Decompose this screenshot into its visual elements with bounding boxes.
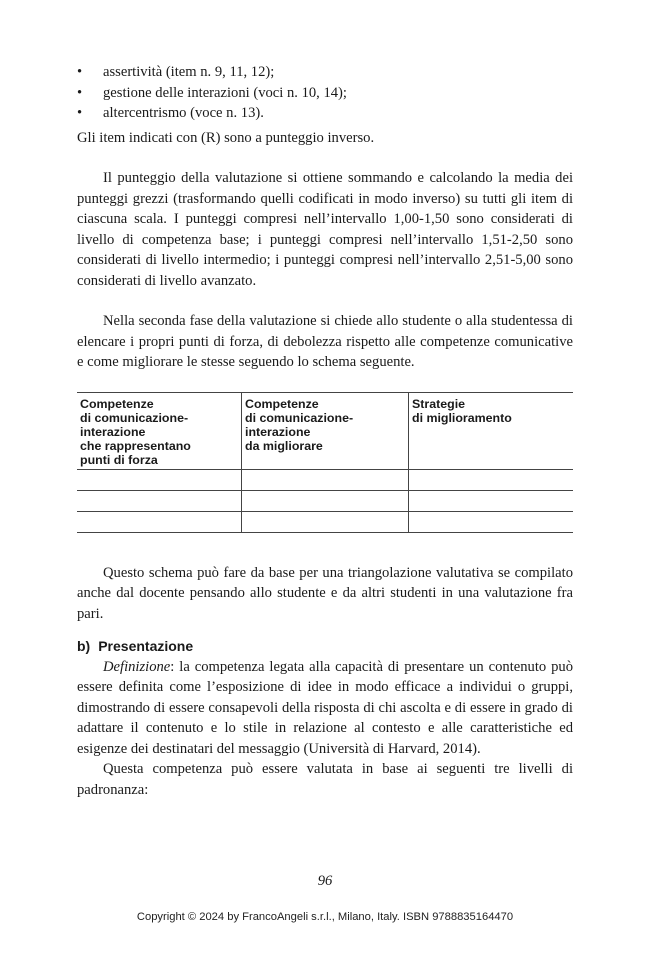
header-to-improve: Competenze di comunicazione- interazione da migliorare [242,392,409,469]
bullet-item: • altercentrismo (voce n. 13). [77,103,573,124]
table-cell [77,469,242,490]
section-title: Presentazione [98,638,194,654]
table-row [77,469,573,490]
table-cell [77,511,242,532]
copyright-footer: Copyright © 2024 by FrancoAngeli s.r.l., Milano, Italy. ISBN 9788835164470 [136,911,514,923]
definition-paragraph [77,657,573,760]
bullet-item: • gestione delle interazioni (voci n. 10, 14); [77,83,573,104]
definition-label: Definizione [103,658,171,675]
header-strategies: Strategie di miglioramento [409,392,574,469]
reverse-score-note: Gli item indicati con (R) sono a punteggio inverso. [77,129,375,146]
header-strengths: Competenze di comunicazione- interazione che rappresentano punti di forza [77,392,242,469]
scheme-paragraph: Questo schema può fare da base per una triangolazione valutativa se compilato anche dal docente pensando allo studente e da altri studenti in una valutazione fra pari. [77,564,573,622]
table-cell [242,511,409,532]
table-cell [242,490,409,511]
bullet-list [77,62,573,124]
levels-paragraph: Questa competenza può essere valutata in base ai seguenti tre livelli di padronanza: [77,761,573,798]
scoring-paragraph: Il punteggio della valutazione si ottiene sommando e calcolando la media dei punteggi grezzi (trasformando quelli codificati in modo inverso) su tutti gli item di ciascuna scala. I punteggi compresi nell’intervallo 1,00-1,50 sono considerati di livello di competenza base; i punteggi compresi nell’intervallo 1,51-2,50 sono considerati di livello intermedio; i punteggi compresi nell’intervallo 2,51-5,00 sono considerati di livello avanzato. [77,170,573,289]
table-row [77,511,573,532]
table-cell [409,469,574,490]
bullet-item: • assertività (item n. 9, 11, 12); [77,62,573,83]
page-number: 96 [317,873,333,889]
table-cell [77,490,242,511]
table-cell [409,511,574,532]
second-phase-paragraph: Nella seconda fase della valutazione si chiede allo studente o alla studentessa di elencare i propri punti di forza, di debolezza rispetto alle competenze comunicative e come migliorare le stesse seguendo lo schema seguente. [77,313,573,370]
section-letter: b) [77,638,91,654]
table-cell [242,469,409,490]
section-heading [77,636,573,657]
strengths-table [77,392,573,533]
table-header-row [77,392,573,469]
table-row [77,490,573,511]
table-cell [409,490,574,511]
definition-text: : la competenza legata alla capacità di presentare un contenuto può essere definita come l’esposizione di idee in modo efficace a individui o gruppi, dimostrando di essere consapevoli della risposta di chi ascolta e di essere in grado di adattare il contenuto e lo stile in relazione al contesto e alle caratteristiche ed esigenze dei destinatari del messaggio (Università di Harvard, 2014). [77,658,573,757]
page-content [77,62,573,800]
